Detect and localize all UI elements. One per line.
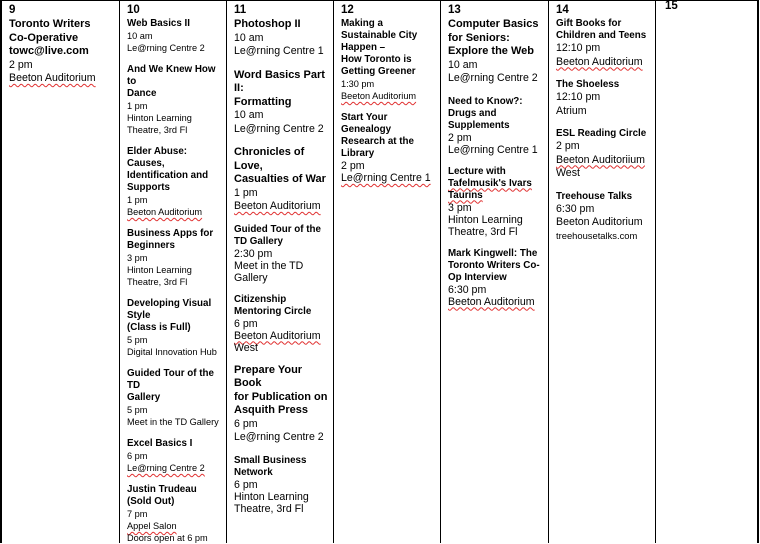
event-location <box>127 206 223 218</box>
event-title-line: Mark Kingwell: The <box>448 247 538 259</box>
event-time: 10 am <box>234 31 264 44</box>
event-title-line: Sustainable City <box>341 30 418 41</box>
event-list <box>9 18 119 86</box>
event-title-line: Computer Basics <box>448 18 539 30</box>
event-title-line: Network <box>234 466 273 478</box>
event-title-line: Happen – <box>341 42 386 53</box>
event-title-text: Tafelmusik's Ivars <box>448 177 532 189</box>
event-time: 6 pm <box>234 478 258 491</box>
event-time: 6 pm <box>127 451 148 461</box>
event-entry <box>234 69 330 137</box>
event-location <box>127 462 223 474</box>
event-status-note: (Sold Out) <box>127 496 175 507</box>
event-entry <box>234 146 330 214</box>
event-location: Beeton Auditorium <box>556 216 643 228</box>
event-time: 1:30 pm <box>341 79 375 89</box>
event-title-line: Need to Know?: <box>448 95 523 107</box>
event-title-line: Photoshop II <box>234 18 301 30</box>
event-location: Hinton Learning <box>234 490 309 503</box>
event-title-line: Toronto Writers Co- <box>448 259 540 271</box>
event-entry <box>127 368 223 428</box>
event-title-line: Formatting <box>234 95 292 108</box>
event-status-note: (Class is Full) <box>127 322 191 333</box>
event-entry <box>556 191 652 242</box>
event-list <box>234 18 333 515</box>
event-location-text: Beeton Auditorium <box>448 295 535 308</box>
event-title-line: Identification and <box>127 170 209 181</box>
event-location: Meet in the TD Gallery <box>127 417 219 427</box>
event-title-line: Style <box>127 310 151 321</box>
event-title-line: Explore the Web <box>448 45 534 57</box>
day-column-14 <box>548 0 655 543</box>
event-title-line: Supplements <box>448 119 510 131</box>
day-number: 15 <box>665 0 678 12</box>
event-location-text: Beeton Auditorium <box>341 91 417 101</box>
event-note: Doors open at 6 pm <box>127 533 208 543</box>
event-location-room: West <box>234 341 258 354</box>
event-time: 1 pm <box>127 195 148 205</box>
event-time: 5 pm <box>127 405 148 415</box>
event-title-line: Lecture with <box>448 165 506 177</box>
event-location <box>127 520 223 532</box>
event-title-line: Start Your <box>341 112 388 123</box>
event-location <box>556 154 652 168</box>
event-entry <box>127 64 223 136</box>
day-number: 12 <box>341 4 354 16</box>
event-title-line: Drugs and <box>448 107 497 119</box>
event-title-line: Research at the <box>341 136 414 147</box>
event-title-line <box>448 178 545 190</box>
event-title-line: Gallery <box>127 392 161 403</box>
event-time: 12:10 pm <box>556 91 601 103</box>
day-number: 13 <box>448 4 461 16</box>
event-time: 10 am <box>448 58 478 71</box>
event-entry <box>556 128 652 181</box>
event-entry <box>127 228 223 288</box>
event-list <box>341 18 440 184</box>
event-title-line: Word Basics Part II: <box>234 68 325 94</box>
event-location-room: West <box>556 167 580 179</box>
event-title-line: TD Gallery <box>234 235 284 247</box>
event-entry <box>234 294 330 354</box>
event-location-text: Beeton Auditorium <box>9 72 96 84</box>
event-entry <box>234 364 330 445</box>
event-title-line: How Toronto is <box>341 54 412 65</box>
event-location-text: Beeton Auditorium <box>234 200 321 212</box>
event-title-line: Gift Books for <box>556 18 622 29</box>
event-entry <box>448 96 545 156</box>
event-title-line: The Shoeless <box>556 79 620 90</box>
event-title-line: Beginners <box>127 240 175 251</box>
event-entry <box>556 79 652 118</box>
event-title-line: Children and Teens <box>556 30 647 41</box>
event-time: 2:30 pm <box>234 247 273 260</box>
event-time: 3 pm <box>448 201 472 214</box>
event-time: 2 pm <box>448 131 472 144</box>
event-location: Hinton Learning <box>127 113 192 123</box>
event-website: treehousetalks.com <box>556 229 638 241</box>
event-time: 2 pm <box>341 160 365 172</box>
event-location <box>341 90 437 102</box>
event-location-text: Beeton Auditorium <box>127 207 203 217</box>
event-title-line: Prepare Your Book <box>234 363 303 389</box>
event-title-line: Elder Abuse: Causes, <box>127 146 188 169</box>
event-title-line: Business Apps for <box>127 228 214 239</box>
event-entry <box>556 18 652 69</box>
event-location-floor: Theatre, 3rd Fl <box>127 277 188 287</box>
event-title-line: Excel Basics I <box>127 438 193 449</box>
event-time: 12:10 pm <box>556 42 601 54</box>
event-entry <box>448 248 545 308</box>
event-location-text: Le@rning Centre 1 <box>341 172 431 184</box>
event-title-line: Library <box>341 148 375 159</box>
event-time: 2 pm <box>556 140 580 152</box>
event-time: 1 pm <box>127 101 148 111</box>
day-column-12 <box>333 0 440 543</box>
event-location <box>341 172 437 184</box>
event-location-text: Beeton Auditorium <box>556 55 643 68</box>
event-entry <box>448 166 545 238</box>
event-location <box>234 200 330 214</box>
event-time: 7 pm <box>127 509 148 519</box>
day-column-15 <box>655 0 757 543</box>
event-title-line: Genealogy <box>341 124 392 135</box>
event-location-text: Beeton Auditoriium <box>556 153 645 166</box>
event-time: 2 pm <box>9 58 33 71</box>
event-location: Le@rning Centre 1 <box>448 143 538 156</box>
day-number: 9 <box>9 4 16 16</box>
event-title-line: And We Knew How to <box>127 64 216 87</box>
event-entry <box>234 18 330 59</box>
event-title-line: Justin Trudeau <box>127 484 197 495</box>
event-entry <box>234 224 330 284</box>
event-entry <box>448 18 545 86</box>
event-time: 5 pm <box>127 335 148 345</box>
event-location: Meet in the TD Gallery <box>234 259 304 284</box>
event-title-line: Guided Tour of the <box>234 223 321 235</box>
event-entry <box>341 18 437 102</box>
event-location: Le@rning Centre 2 <box>448 72 538 84</box>
event-title-line: Web Basics II <box>127 18 190 29</box>
event-title-line: Small Business <box>234 454 307 466</box>
event-location-floor: Theatre, 3rd Fl <box>127 125 188 135</box>
event-title-line: Supports <box>127 182 170 193</box>
event-location: Digital Innovation Hub <box>127 347 217 357</box>
event-title-text: Taurins <box>448 189 483 201</box>
event-list <box>556 18 655 242</box>
event-title-line: Dance <box>127 88 157 99</box>
event-title-line: Co-Operative <box>9 31 79 44</box>
event-title-line: for Publication on <box>234 390 328 403</box>
event-title-line: for Seniors: <box>448 31 510 44</box>
event-location: Le@rning Centre 1 <box>234 45 324 57</box>
event-title-line: Getting Greener <box>341 66 416 77</box>
event-location: Hinton Learning <box>448 213 523 226</box>
grid-right-border <box>757 0 759 543</box>
event-location <box>448 296 545 308</box>
day-number: 10 <box>127 4 140 16</box>
event-location: Le@rning Centre 2 <box>234 122 324 135</box>
event-time: 1 pm <box>234 186 258 199</box>
event-location <box>234 330 330 342</box>
event-time: 6 pm <box>234 417 258 430</box>
event-title-line: Making a <box>341 18 383 29</box>
event-title-line: Guided Tour of the TD <box>127 368 214 391</box>
event-location-floor: Theatre, 3rd Fl <box>448 225 518 238</box>
day-column-11 <box>226 0 333 543</box>
event-entry <box>127 146 223 218</box>
event-location <box>556 56 652 70</box>
event-time: 6:30 pm <box>556 202 595 215</box>
day-number: 11 <box>234 4 247 16</box>
event-title-line: Developing Visual <box>127 298 212 309</box>
event-location: Le@rning Centre 2 <box>234 431 324 443</box>
event-location: Hinton Learning <box>127 265 192 275</box>
event-entry <box>127 484 223 544</box>
event-time: 10 am <box>234 109 264 121</box>
event-time: 6 pm <box>234 317 258 330</box>
event-entry <box>127 298 223 358</box>
event-title-line: Casualties of War <box>234 173 326 185</box>
event-entry <box>9 18 116 86</box>
event-location-text: Le@rning Centre 2 <box>127 463 205 473</box>
day-column-9 <box>0 0 119 543</box>
event-title-line: Mentoring Circle <box>234 305 312 317</box>
day-column-10 <box>119 0 226 543</box>
event-location <box>9 72 116 86</box>
event-location-floor: Theatre, 3rd Fl <box>234 502 304 515</box>
event-title-line: Chronicles of Love, <box>234 146 305 172</box>
day-number: 14 <box>556 4 569 16</box>
event-location: Le@rning Centre 2 <box>127 43 205 53</box>
day-column-13 <box>440 0 548 543</box>
event-title-line: Toronto Writers <box>9 18 91 30</box>
event-list <box>448 18 548 308</box>
event-list <box>127 18 226 544</box>
event-location-text: Beeton Auditorium <box>234 329 321 342</box>
event-time: 3 pm <box>127 253 148 263</box>
event-entry <box>127 438 223 474</box>
event-title-line: Citizenship <box>234 293 287 305</box>
event-title-line: ESL Reading Circle <box>556 128 647 139</box>
event-entry <box>127 18 223 54</box>
event-location: Atrium <box>556 104 587 117</box>
event-title-line: Op Interview <box>448 271 507 283</box>
event-title-line: Asquith Press <box>234 404 308 416</box>
event-title-line: Treehouse Talks <box>556 190 633 202</box>
event-contact-email: towc@live.com <box>9 45 89 57</box>
event-entry <box>341 112 437 184</box>
event-time: 6:30 pm <box>448 283 487 296</box>
event-time: 10 am <box>127 31 153 41</box>
event-title-line <box>448 190 545 202</box>
event-location-text: Appel Salon <box>127 521 177 531</box>
event-entry <box>234 455 330 515</box>
